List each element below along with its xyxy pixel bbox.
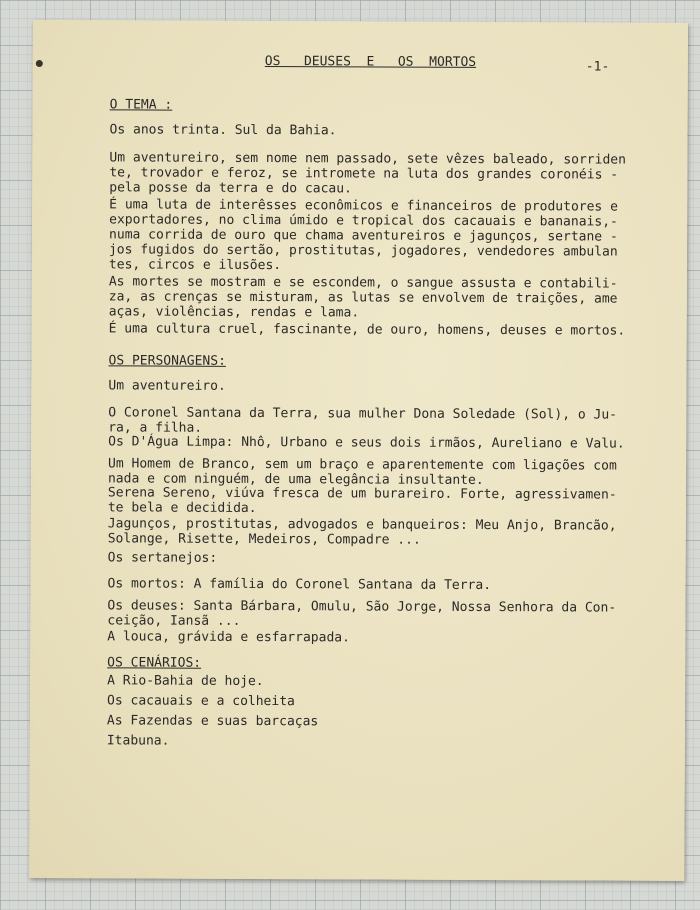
document-title: OS DEUSES E OS MORTOS [264, 54, 477, 70]
typewritten-page [29, 20, 688, 881]
list-item: A Rio-Bahia de hoje. [107, 673, 264, 690]
page-number: -1- [585, 59, 610, 75]
section-heading-tema: O TEMA : [109, 97, 173, 113]
list-item: Os D'Água Limpa: Nhô, Urbano e seus dois irmãos, Aureliano e Valu. [108, 434, 625, 452]
list-item: Um aventureiro. [108, 378, 226, 394]
list-item: Serena Sereno, viúva fresca de um burareiro. Forte, agressivamen- te bela e decidida. [107, 485, 617, 516]
tema-paragraph-1: Os anos trinta. Sul da Bahia. [109, 122, 337, 139]
list-item: Jagunços, prostitutas, advogados e banqueiros: Meu Anjo, Brancão, Solange, Risette, Medeiros, Compadre ... [107, 516, 617, 548]
section-heading-personagens: OS PERSONAGENS: [108, 353, 226, 369]
list-item: Um Homem de Branco, sem um braço e aparentemente com ligações com nada e com ninguém, de uma elegância insultante. [107, 456, 617, 488]
tema-paragraph-5: É uma cultura cruel, fascinante, de ouro, homens, deuses e mortos. [108, 321, 626, 339]
list-item: A louca, grávida e esfarrapada. [107, 629, 350, 646]
tema-paragraph-4: As mortes se mostram e se escondem, o sangue assusta e contabili- za, as crenças se misturam, as lutas se envolvem de traições, ame aças, violências, rendas e lama. [108, 274, 618, 321]
list-item: Os sertanejos: [107, 550, 218, 566]
list-item: Itabuna. [106, 733, 170, 749]
punch-hole-mark [36, 60, 43, 67]
tema-paragraph-3: É uma luta de interêsses econômicos e financeiros de produtores e exportadores, no clima úmido e tropical dos cacauais e bananais,- numa corrida de ouro que chama aventureiros e jagunços, sertane - jos fugidos do sertão, prostitutas, jogadores, vendedores ambulan tes, circos e ilusões. [108, 197, 618, 274]
section-heading-cenarios: OS CENÁRIOS: [107, 655, 202, 671]
list-item: Os cacauais e a colheita [106, 693, 295, 710]
list-item: Os mortos: A família do Coronel Santana da Terra. [107, 576, 492, 594]
list-item: O Coronel Santana da Terra, sua mulher Dona Soledade (Sol), o Ju- ra, a filha. [108, 405, 618, 436]
list-item: Os deuses: Santa Bárbara, Omulu, São Jorge, Nossa Senhora da Con- ceição, Iansã ... [107, 598, 617, 629]
tema-paragraph-2: Um aventureiro, sem nome nem passado, sete vêzes baleado, sorriden te, trovador e feroz, se intromete na luta dos grandes coronéis - pela posse da terra e do cacau. [109, 150, 626, 197]
list-item: As Fazendas e suas barcaças [106, 713, 319, 730]
